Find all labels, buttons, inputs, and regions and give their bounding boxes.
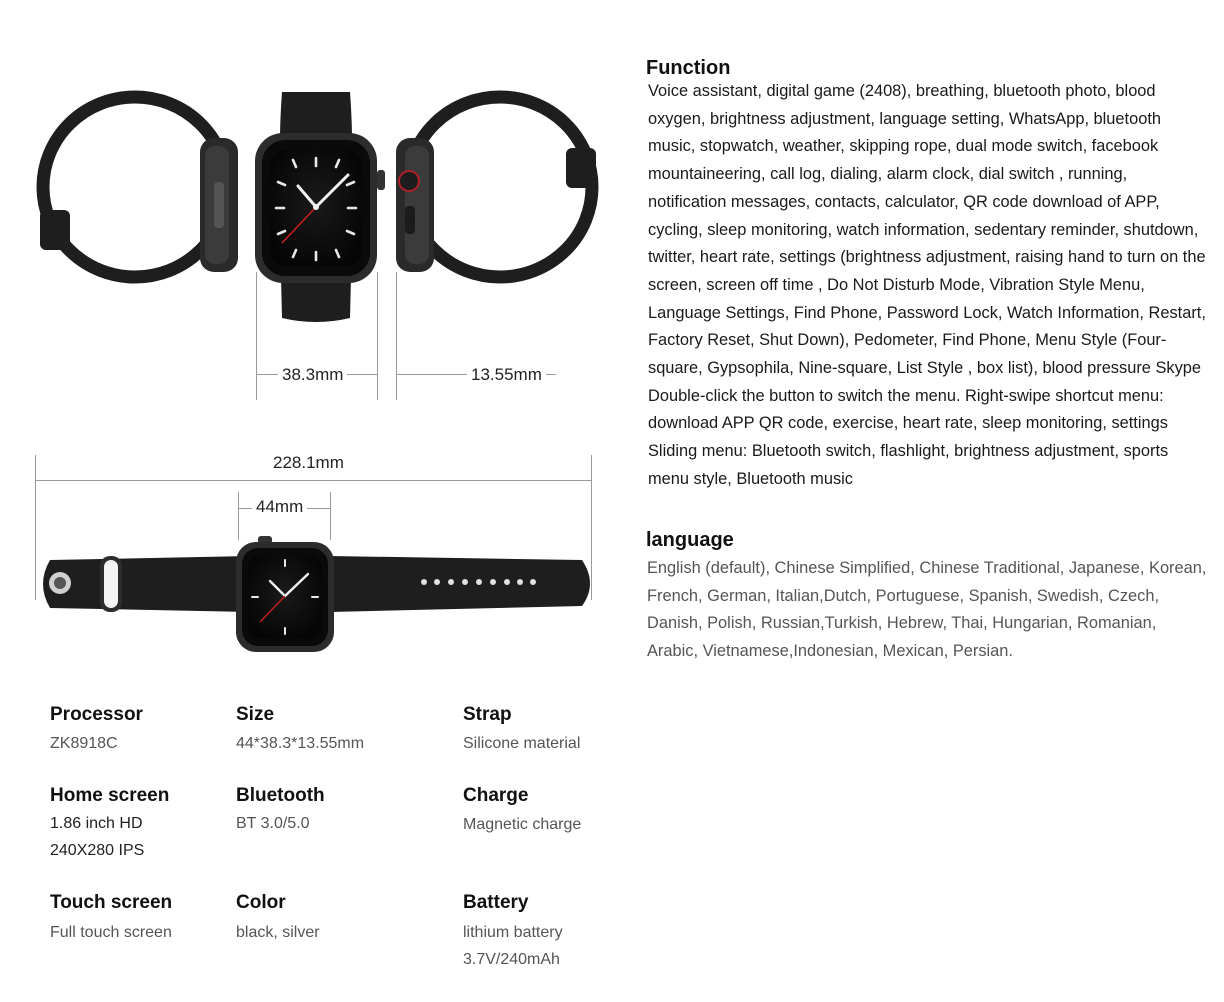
dimension-line xyxy=(238,492,239,540)
spec-color-value: black, silver xyxy=(236,924,320,941)
spec-strap-value: Silicone material xyxy=(463,735,581,752)
language-title: language xyxy=(646,529,734,551)
spec-touch-screen-value: Full touch screen xyxy=(50,924,172,941)
dimension-depth-label: 13.55mm xyxy=(467,365,546,385)
spec-size-label: Size xyxy=(236,704,275,725)
dimension-line xyxy=(377,272,378,400)
dimension-line xyxy=(396,272,397,400)
dimension-line xyxy=(330,492,331,540)
function-title: Function xyxy=(646,57,731,79)
dimension-line xyxy=(35,455,36,600)
smartwatch-side-right-icon xyxy=(396,97,596,277)
dimension-case-label: 44mm xyxy=(252,497,307,517)
language-description: English (default), Chinese Simplified, Chinese Traditional, Japanese, Korean, French, German, Italian,Dutch, Portuguese, Spanish, Swedish, Czech, Danish, Polish, Russian,Turkish, Hebrew, Thai, Hungarian, Romanian, Arabic, Vietnamese,Indonesian, Mexican, Persian. xyxy=(647,559,1207,661)
spec-charge-label: Charge xyxy=(463,785,529,806)
spec-battery-label: Battery xyxy=(463,892,529,913)
watch-product-views xyxy=(0,0,620,660)
dimension-line xyxy=(591,455,592,600)
spec-touch-screen-label: Touch screen xyxy=(50,892,173,913)
function-description: Voice assistant, digital game (2408), breathing, bluetooth photo, blood oxygen, brightness adjustment, language setting, WhatsApp, bluetooth music, stopwatch, weather, skipping rope, dual mode switch, facebook mountaineering, call log, dialing, alarm clock, dial switch , running, notification messages, contacts, calculator, QR code download of APP, cycling, sleep monitoring, watch information, sedentary reminder, shutdown, twitter, heart rate, settings (brightness adjustment, raising hand to turn on the screen, screen off time , Do Not Disturb Mode, Vibration Style Menu, Language Settings, Find Phone, Password Lock, Watch Information, Restart, Factory Reset, Shut Down), Pedometer, Find Phone, Menu Style (Four-square, Gypsophila, Nine-square, List Style , box list), blood pressure Skype Double-click the button to switch the menu. Right-swipe shortcut menu: download APP QR code, exercise, heart rate, sleep monitoring, settings Sliding menu: Bluetooth switch, flashlight, brightness adjustment, sports menu style, Bluetooth music xyxy=(648,82,1206,488)
dimension-length-label: 228.1mm xyxy=(269,453,348,473)
dimension-line xyxy=(256,272,257,400)
spec-color-label: Color xyxy=(236,892,286,913)
spec-battery-value: lithium battery 3.7V/240mAh xyxy=(463,924,563,968)
smartwatch-flat-icon xyxy=(43,536,590,652)
smartwatch-side-left-icon xyxy=(40,97,238,277)
smartwatch-front-icon xyxy=(255,92,385,322)
spec-size-value: 44*38.3*13.55mm xyxy=(236,735,365,752)
spec-strap-label: Strap xyxy=(463,704,512,725)
spec-processor-label: Processor xyxy=(50,704,143,725)
spec-bluetooth-label: Bluetooth xyxy=(236,785,325,806)
dimension-width-label: 38.3mm xyxy=(278,365,347,385)
spec-processor-value: ZK8918C xyxy=(50,735,118,752)
dimension-line xyxy=(35,480,591,481)
spec-home-screen-label: Home screen xyxy=(50,785,170,806)
spec-home-screen-value: 1.86 inch HD 240X280 IPS xyxy=(50,815,145,859)
spec-bluetooth-value: BT 3.0/5.0 xyxy=(236,815,310,832)
spec-charge-value: Magnetic charge xyxy=(463,816,582,833)
